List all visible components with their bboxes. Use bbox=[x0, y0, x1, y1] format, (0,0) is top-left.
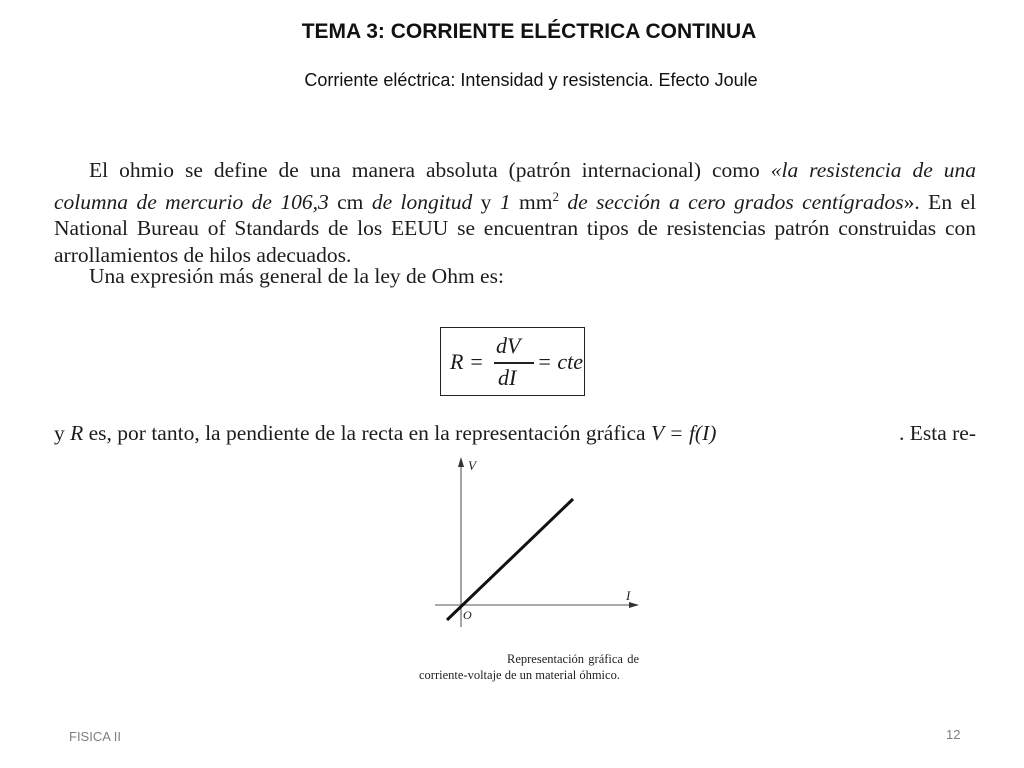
formula-numerator: dV bbox=[496, 333, 521, 358]
text-run: 1 bbox=[491, 189, 519, 214]
unit-cm: cm bbox=[337, 189, 364, 214]
symbol-function: V = f(I) bbox=[650, 421, 717, 445]
formula-lhs: R = bbox=[450, 349, 484, 374]
definition-quote: «la resistencia de una columna de mercurio de 106,3 bbox=[54, 158, 976, 214]
text-run-tail: . Esta re- bbox=[898, 421, 976, 445]
formula-denominator: dI bbox=[498, 365, 517, 390]
page-number: 12 bbox=[946, 727, 961, 742]
text-run: de longitud bbox=[363, 189, 481, 214]
text-run: y bbox=[480, 189, 492, 214]
slide-subtitle: Corriente eléctrica: Intensidad y resistencia. Efecto Joule bbox=[304, 70, 758, 90]
y-axis-label: V bbox=[468, 458, 476, 473]
linear-response-line bbox=[447, 499, 573, 620]
symbol-r: R bbox=[70, 421, 84, 445]
paragraph-ohm-law-intro: Una expresión más general de la ley de Ohm es: bbox=[89, 264, 504, 288]
unit-mm: mm bbox=[519, 189, 553, 214]
footer-course: FISICA II bbox=[69, 729, 122, 744]
y-axis-arrow bbox=[458, 457, 464, 467]
origin-label: O bbox=[463, 608, 472, 622]
x-axis-arrow bbox=[629, 602, 639, 608]
paragraph-slope bbox=[54, 420, 976, 446]
definition-quote-end: de sección a cero grados centígrados bbox=[558, 189, 904, 214]
text-run: ». En el National Bureau of Standards de los EEUU se encuentran tipos de resistencias patrón construidas con arrollamientos de hilos adecuados. bbox=[54, 189, 977, 267]
text-run: y bbox=[54, 421, 71, 445]
text-run: El ohmio se define de una manera absoluta (patrón internacional) como bbox=[89, 158, 771, 182]
paragraph-ohm-definition bbox=[54, 157, 976, 268]
slide-title: TEMA 3: CORRIENTE ELÉCTRICA CONTINUA bbox=[301, 20, 757, 43]
unit-exponent: 2 bbox=[552, 188, 559, 204]
text-run: es, por tanto, la pendiente de la recta en la representación gráfica bbox=[83, 421, 651, 445]
fraction-bar bbox=[494, 362, 534, 364]
formula-rhs: = cte bbox=[537, 349, 583, 374]
ohm-law-formula bbox=[440, 327, 585, 396]
iv-graph bbox=[425, 455, 665, 630]
x-axis-label: I bbox=[626, 588, 631, 603]
figure-caption: Representación gráfica de corriente-voltaje de un material óhmico. bbox=[419, 652, 639, 682]
